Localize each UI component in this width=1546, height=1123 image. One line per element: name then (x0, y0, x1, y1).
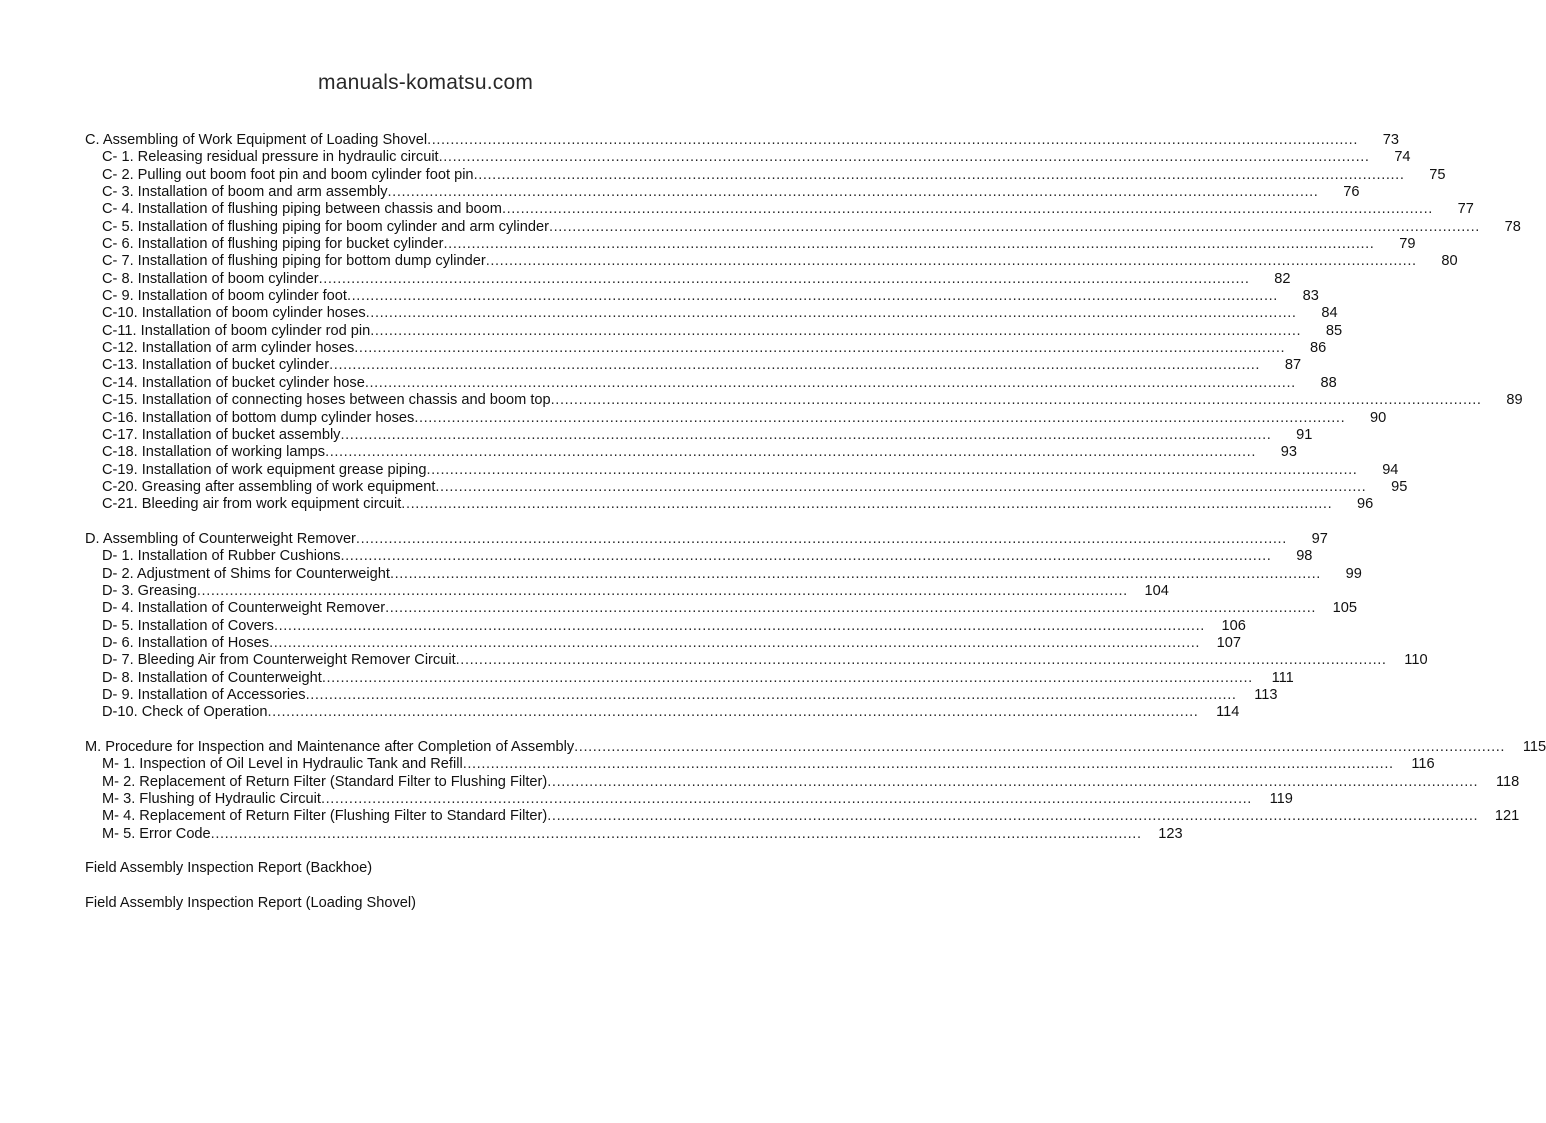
leader-dots: ........................................................................................................................................................................................................ (196, 582, 1128, 599)
leader-dots: ........................................................................................................................................................................................................ (321, 669, 1253, 686)
page-number: 78 (1504, 218, 1521, 235)
page-number: 83 (1302, 288, 1319, 305)
entry-title: D- 2. Adjustment of Shims for Counterweight (102, 565, 390, 582)
toc-entry (85, 704, 1240, 721)
toc-entry (85, 669, 1294, 687)
entry-title: C-21. Bleeding air from work equipment circuit (102, 496, 402, 513)
leader-dots: ........................................................................................................................................................................................................ (267, 704, 1199, 721)
page-number: 74 (1394, 149, 1411, 166)
spacer (85, 843, 738, 860)
toc-entry (85, 166, 1446, 184)
page-number: 123 (1158, 825, 1183, 842)
toc-entry (85, 773, 1520, 791)
toc-entry (85, 652, 1428, 669)
leader-dots: ........................................................................................................................................................................................................ (414, 409, 1346, 426)
page-number: 95 (1391, 478, 1408, 495)
entry-title: C. Assembling of Work Equipment of Loading Shovel (85, 132, 428, 148)
entry-title: C-10. Installation of boom cylinder hoses (102, 305, 366, 322)
entry-title: C-20. Greasing after assembling of work equipment (102, 478, 436, 495)
page-number: 93 (1280, 444, 1297, 461)
entry-title: C- 3. Installation of boom and arm assembly (102, 184, 388, 201)
entry-title: M- 2. Replacement of Return Filter (Standard Filter to Flushing Filter) (102, 773, 548, 790)
table-of-contents (85, 132, 1546, 912)
page-number: 76 (1343, 184, 1360, 201)
toc-entry (85, 305, 1338, 322)
leader-dots: ........................................................................................................................................................................................................ (210, 825, 1142, 842)
leader-dots: ........................................................................................................................................................................................................ (501, 201, 1433, 218)
toc-entry (85, 340, 1327, 357)
page-number: 73 (1382, 132, 1399, 148)
toc-entry (85, 218, 1521, 236)
page-number: 80 (1441, 253, 1458, 270)
toc-entry (85, 392, 1523, 409)
page-number: 113 (1254, 687, 1278, 703)
page-number: 114 (1216, 704, 1240, 721)
leader-dots: ........................................................................................................................................................................................................ (389, 565, 1321, 582)
toc-entry (85, 201, 1474, 218)
leader-dots: ........................................................................................................................................................................................................ (547, 808, 1479, 825)
leader-dots: ........................................................................................................................................................................................................ (387, 184, 1319, 201)
toc-entry (85, 582, 1169, 600)
page-number: 79 (1399, 236, 1416, 253)
leader-dots: ........................................................................................................................................................................................................ (340, 548, 1272, 565)
entry-title: C-12. Installation of arm cylinder hoses (102, 340, 355, 357)
entry-title: M- 1. Inspection of Oil Level in Hydraulic Tank and Refill (102, 756, 463, 773)
toc-entry (85, 236, 1416, 253)
toc-entry (85, 270, 1291, 288)
entry-title: D-10. Check of Operation (102, 704, 268, 721)
leader-dots: ........................................................................................................................................................................................................ (325, 444, 1256, 461)
leader-dots: ........................................................................................................................................................................................................ (443, 236, 1375, 253)
page-number: 84 (1321, 305, 1338, 322)
page-number: 99 (1345, 565, 1362, 582)
page-number: 89 (1506, 392, 1523, 409)
toc-entry (85, 444, 1297, 461)
watermark: manuals-komatsu.com (318, 71, 534, 94)
entry-title: C-13. Installation of bucket cylinder (102, 357, 330, 374)
page-number: 88 (1320, 374, 1337, 391)
toc-entry (85, 496, 1374, 513)
toc-entry (85, 478, 1408, 496)
toc-entry (85, 808, 1520, 825)
leader-dots: ........................................................................................................................................................................................................ (329, 357, 1261, 374)
toc-entry (85, 687, 1278, 704)
report-entry (85, 895, 738, 912)
page-number: 107 (1216, 634, 1242, 651)
leader-dots: ........................................................................................................................................................................................................ (320, 791, 1252, 808)
leader-dots: ........................................................................................................................................................................................................ (426, 461, 1358, 478)
page-number: 111 (1271, 669, 1294, 686)
page-number: 97 (1311, 530, 1328, 547)
page-number: 119 (1269, 791, 1293, 808)
entry-title: C-15. Installation of connecting hoses between chassis and boom top (102, 392, 551, 409)
toc-entry (85, 756, 1435, 773)
page-number: 91 (1296, 426, 1313, 443)
page-number: 96 (1356, 496, 1374, 513)
entry-title: M- 4. Replacement of Return Filter (Flushing Filter to Standard Filter) (102, 808, 548, 825)
page-number: 98 (1296, 548, 1313, 565)
entry-title: D. Assembling of Counterweight Remover (85, 530, 356, 547)
page-number: 77 (1457, 201, 1474, 218)
entry-title: C- 5. Installation of flushing piping for boom cylinder and arm cylinder (102, 218, 549, 235)
leader-dots: ........................................................................................................................................................................................................ (462, 756, 1394, 773)
entry-title: C- 7. Installation of flushing piping for bottom dump cylinder (102, 253, 486, 270)
leader-dots: ........................................................................................................................................................................................................ (473, 166, 1405, 183)
leader-dots: ........................................................................................................................................................................................................ (340, 426, 1272, 443)
entry-title: D- 3. Greasing (102, 582, 197, 599)
page-number: 106 (1221, 617, 1246, 634)
toc-section-heading (85, 530, 1328, 548)
page-number: 94 (1382, 461, 1399, 478)
leader-dots: ........................................................................................................................................................................................................ (548, 218, 1480, 235)
spacer (85, 722, 738, 739)
page-number: 85 (1325, 322, 1343, 339)
toc-entry (85, 253, 1458, 270)
leader-dots: ........................................................................................................................................................................................................ (401, 496, 1333, 513)
leader-dots: ........................................................................................................................................................................................................ (318, 270, 1250, 287)
entry-title: C- 8. Installation of boom cylinder (102, 270, 319, 287)
page-number: 75 (1429, 166, 1446, 183)
leader-dots: ........................................................................................................................................................................................................ (435, 478, 1367, 495)
leader-dots: ........................................................................................................................................................................................................ (574, 739, 1506, 756)
toc-entry (85, 374, 1337, 392)
entry-title: D- 6. Installation of Hoses (102, 634, 270, 651)
leader-dots: ........................................................................................................................................................................................................ (438, 149, 1370, 166)
leader-dots: ........................................................................................................................................................................................................ (355, 530, 1287, 547)
toc-entry (85, 791, 1293, 808)
entry-title: C- 4. Installation of flushing piping between chassis and boom (102, 201, 502, 218)
toc-entry (85, 600, 1358, 617)
toc-entry (85, 322, 1343, 340)
spacer (85, 514, 738, 531)
entry-title: C-17. Installation of bucket assembly (102, 426, 341, 443)
toc-section-heading (85, 739, 1546, 756)
toc-section-heading (85, 132, 1399, 149)
page-number: 110 (1404, 652, 1428, 669)
toc-entry (85, 426, 1313, 444)
toc-entry (85, 357, 1302, 374)
entry-title: D- 4. Installation of Counterweight Remover (102, 600, 386, 617)
toc-entry (85, 825, 1183, 843)
leader-dots: ........................................................................................................................................................................................................ (550, 392, 1482, 409)
report-title: Field Assembly Inspection Report (Loading Shovel) (85, 895, 416, 912)
entry-title: C- 6. Installation of flushing piping for bucket cylinder (102, 236, 444, 253)
leader-dots: ........................................................................................................................................................................................................ (305, 687, 1237, 703)
entry-title: D- 9. Installation of Accessories (102, 687, 306, 703)
entry-title: D- 8. Installation of Counterweight (102, 669, 322, 686)
entry-title: M- 3. Flushing of Hydraulic Circuit (102, 791, 321, 808)
page-number: 104 (1144, 582, 1169, 599)
entry-title: C-19. Installation of work equipment grease piping (102, 461, 427, 478)
entry-title: C-16. Installation of bottom dump cylinder hoses (102, 409, 415, 426)
entry-title: D- 5. Installation of Covers (102, 617, 274, 634)
report-title: Field Assembly Inspection Report (Backhoe) (85, 860, 373, 877)
entry-title: D- 7. Bleeding Air from Counterweight Remover Circuit (102, 652, 456, 669)
leader-dots: ........................................................................................................................................................................................................ (269, 634, 1201, 651)
toc-entry (85, 149, 1411, 166)
entry-title: C-18. Installation of working lamps (102, 444, 326, 461)
leader-dots: ........................................................................................................................................................................................................ (354, 340, 1286, 357)
entry-title: C- 9. Installation of boom cylinder foot (102, 288, 347, 305)
entry-title: D- 1. Installation of Rubber Cushions (102, 548, 341, 565)
entry-title: M. Procedure for Inspection and Maintenance after Completion of Assembly (85, 739, 575, 756)
leader-dots: ........................................................................................................................................................................................................ (427, 132, 1358, 148)
leader-dots: ........................................................................................................................................................................................................ (455, 652, 1387, 669)
leader-dots: ........................................................................................................................................................................................................ (547, 773, 1479, 790)
page-number: 105 (1332, 600, 1358, 617)
leader-dots: ........................................................................................................................................................................................................ (385, 600, 1317, 617)
page-number: 118 (1495, 773, 1520, 790)
leader-dots: ........................................................................................................................................................................................................ (273, 617, 1205, 634)
leader-dots: ........................................................................................................................................................................................................ (346, 288, 1278, 305)
toc-entry (85, 409, 1387, 427)
toc-entry (85, 617, 1246, 635)
toc-entry (85, 184, 1360, 201)
page-number: 90 (1370, 409, 1387, 426)
leader-dots: ........................................................................................................................................................................................................ (364, 374, 1296, 391)
leader-dots: ........................................................................................................................................................................................................ (370, 322, 1302, 339)
toc-entry (85, 548, 1313, 565)
spacer (85, 878, 738, 895)
toc-entry (85, 565, 1362, 583)
entry-title: C- 1. Releasing residual pressure in hydraulic circuit (102, 149, 439, 166)
toc-entry (85, 288, 1319, 305)
page-number: 86 (1309, 340, 1327, 357)
page-number: 115 (1522, 739, 1546, 756)
leader-dots: ........................................................................................................................................................................................................ (485, 253, 1417, 270)
toc-entry (85, 461, 1399, 479)
entry-title: C-14. Installation of bucket cylinder hose (102, 374, 365, 391)
entry-title: M- 5. Error Code (102, 825, 211, 842)
entry-title: C-11. Installation of boom cylinder rod pin (102, 322, 371, 339)
leader-dots: ........................................................................................................................................................................................................ (365, 305, 1297, 322)
entry-title: C- 2. Pulling out boom foot pin and boom cylinder foot pin (102, 166, 474, 183)
page-number: 87 (1284, 357, 1302, 374)
page-number: 116 (1411, 756, 1435, 773)
page-number: 121 (1494, 808, 1520, 825)
toc-entry (85, 634, 1242, 652)
report-entry (85, 860, 738, 877)
page-number: 82 (1274, 270, 1291, 287)
